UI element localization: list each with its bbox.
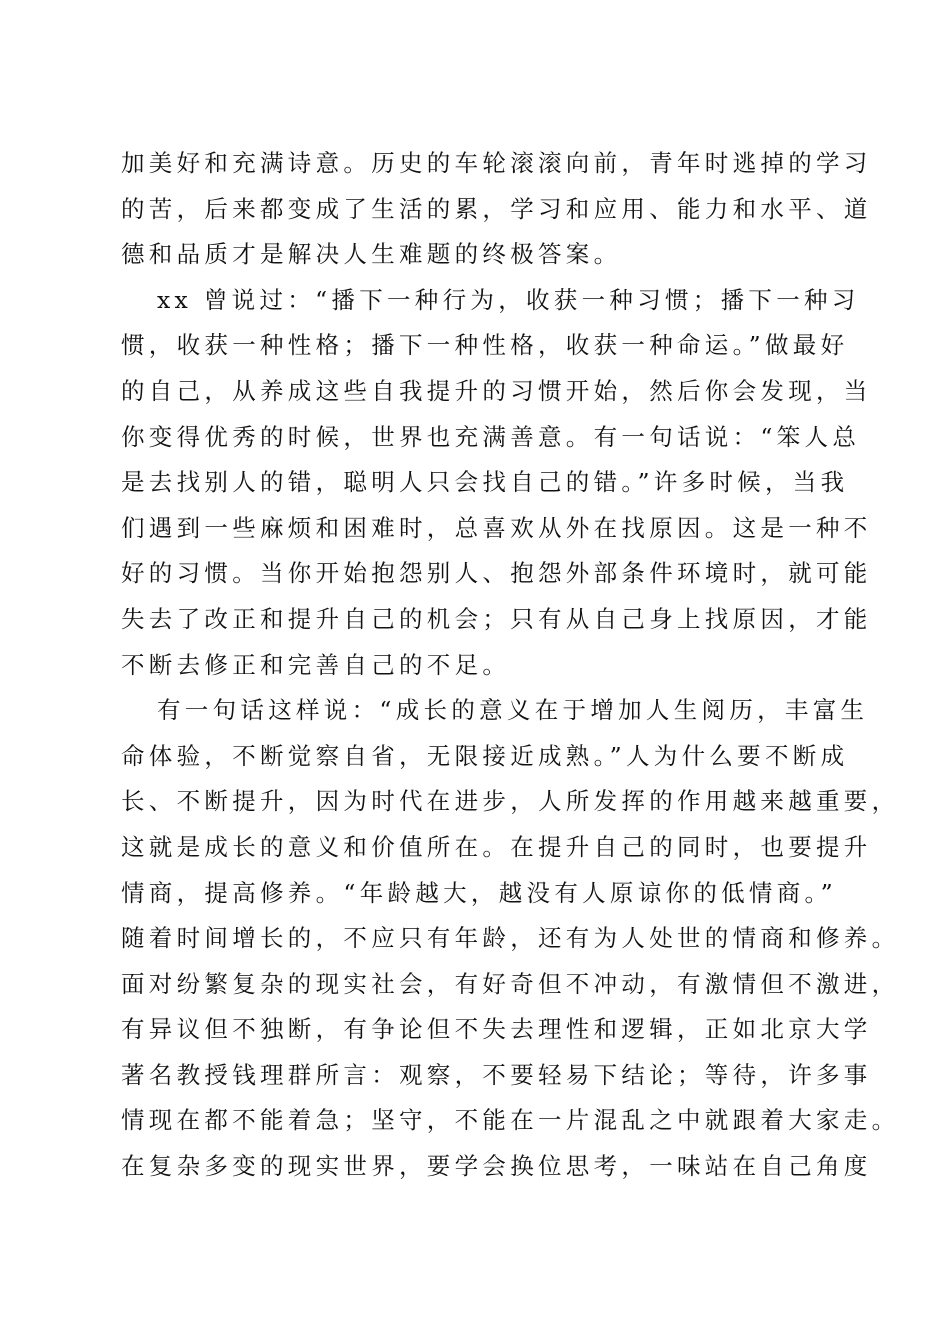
text-line-16: 这就是成长的意义和价值所在。在提升自己的同时，也要提升	[121, 832, 872, 861]
text-line-22: 情现在都不能着急；坚守，不能在一片混乱之中就跟着大家走。	[121, 1106, 900, 1135]
text-line-18: 随着时间增长的，不应只有年龄，还有为人处世的情商和修养。	[121, 924, 900, 953]
paragraph-3-start: 有一句话这样说：“成长的意义在于增加人生阅历，丰富生	[157, 696, 869, 725]
text-line-1: 加美好和充满诗意。历史的车轮滚滚向前，青年时逃掉的学习	[121, 149, 872, 177]
text-line-12: 不断去修正和完善自己的不足。	[121, 650, 511, 679]
text-line-11: 失去了改正和提升自己的机会；只有从自己身上找原因，才能	[121, 604, 872, 633]
text-line-21: 著名教授钱理群所言：观察，不要轻易下结论；等待，许多事	[121, 1060, 872, 1089]
text-line-5: 惯，收获一种性格；播下一种性格，收获一种命运。”做最好	[121, 331, 849, 360]
text-line-2: 的苦，后来都变成了生活的累，学习和应用、能力和水平、道	[121, 194, 872, 223]
text-line-6: 的自己，从养成这些自我提升的习惯开始，然后你会发现，当	[121, 376, 872, 405]
text-line-15: 长、不断提升，因为时代在进步，人所发挥的作用越来越重要，	[121, 787, 900, 816]
text-line-7: 你变得优秀的时候，世界也充满善意。有一句话说：“笨人总	[121, 422, 861, 451]
paragraph-2-start: xx 曾说过：“播下一种行为，收获一种习惯；播下一种习	[157, 285, 860, 314]
text-line-17: 情商，提高修养。“年龄越大，越没有人原谅你的低情商。”	[121, 878, 837, 907]
text-line-20: 有异议但不独断，有争论但不失去理性和逻辑，正如北京大学	[121, 1015, 872, 1044]
text-line-9: 们遇到一些麻烦和困难时，总喜欢从外在找原因。这是一种不	[121, 513, 872, 542]
text-line-14: 命体验，不断觉察自省，无限接近成熟。”人为什么要不断成	[121, 741, 849, 770]
text-line-10: 好的习惯。当你开始抱怨别人、抱怨外部条件环境时，就可能	[121, 559, 872, 588]
text-line-19: 面对纷繁复杂的现实社会，有好奇但不冲动，有激情但不激进，	[121, 969, 900, 998]
text-line-3: 德和品质才是解决人生难题的终极答案。	[121, 240, 622, 269]
text-line-23: 在复杂多变的现实世界，要学会换位思考，一味站在自己角度	[121, 1152, 872, 1181]
text-line-8: 是去找别人的错，聪明人只会找自己的错。”许多时候，当我	[121, 468, 849, 497]
body-text	[121, 141, 900, 1190]
